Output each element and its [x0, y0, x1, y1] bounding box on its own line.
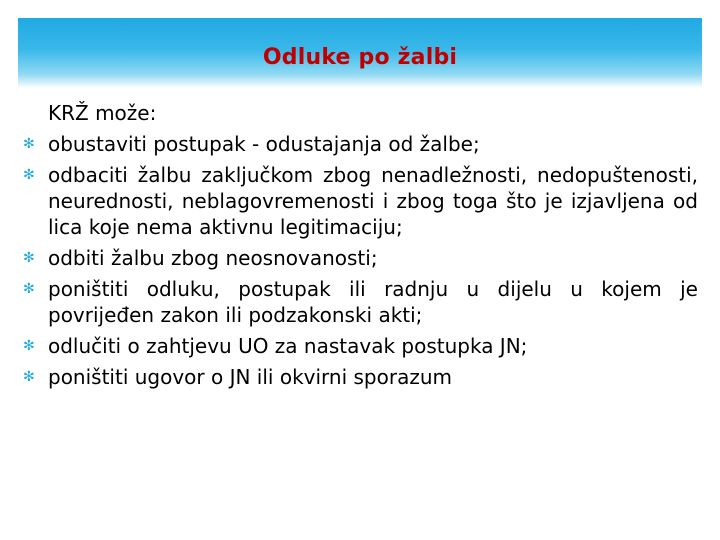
title-banner: [18, 18, 702, 88]
list-item-text: poništiti odluku, postupak ili radnju u dijelu u kojem je povrijeđen zakon ili podzakonski akti;: [48, 277, 698, 327]
asterisk-icon: ✻: [23, 136, 35, 152]
list-item-text: poništiti ugovor o JN ili okvirni sporazum: [48, 365, 452, 389]
slide-content: [22, 100, 698, 395]
list-item-text: odlučiti o zahtjevu UO za nastavak postupka JN;: [48, 334, 528, 358]
list-item: [22, 245, 698, 271]
asterisk-icon: ✻: [23, 338, 35, 354]
list-item: [22, 333, 698, 359]
list-item-text: odbiti žalbu zbog neosnovanosti;: [48, 246, 378, 270]
asterisk-icon: ✻: [23, 281, 35, 297]
bullet-list: [22, 131, 698, 390]
list-item-text: odbaciti žalbu zaključkom zbog nenadležnosti, nedopuštenosti, neurednosti, neblagovremenosti i zbog toga što je izjavljena od lica koje nema aktivnu legitimaciju;: [48, 163, 698, 239]
list-item: [22, 162, 698, 240]
list-item: [22, 364, 698, 390]
slide-title: Odluke po žalbi: [262, 45, 458, 70]
asterisk-icon: ✻: [23, 369, 35, 385]
asterisk-icon: ✻: [23, 250, 35, 266]
list-item-text: obustaviti postupak - odustajanja od žalbe;: [48, 132, 480, 156]
list-item: [22, 276, 698, 328]
list-item: [22, 131, 698, 157]
intro-text: KRŽ može:: [48, 101, 157, 125]
asterisk-icon: ✻: [23, 167, 35, 183]
